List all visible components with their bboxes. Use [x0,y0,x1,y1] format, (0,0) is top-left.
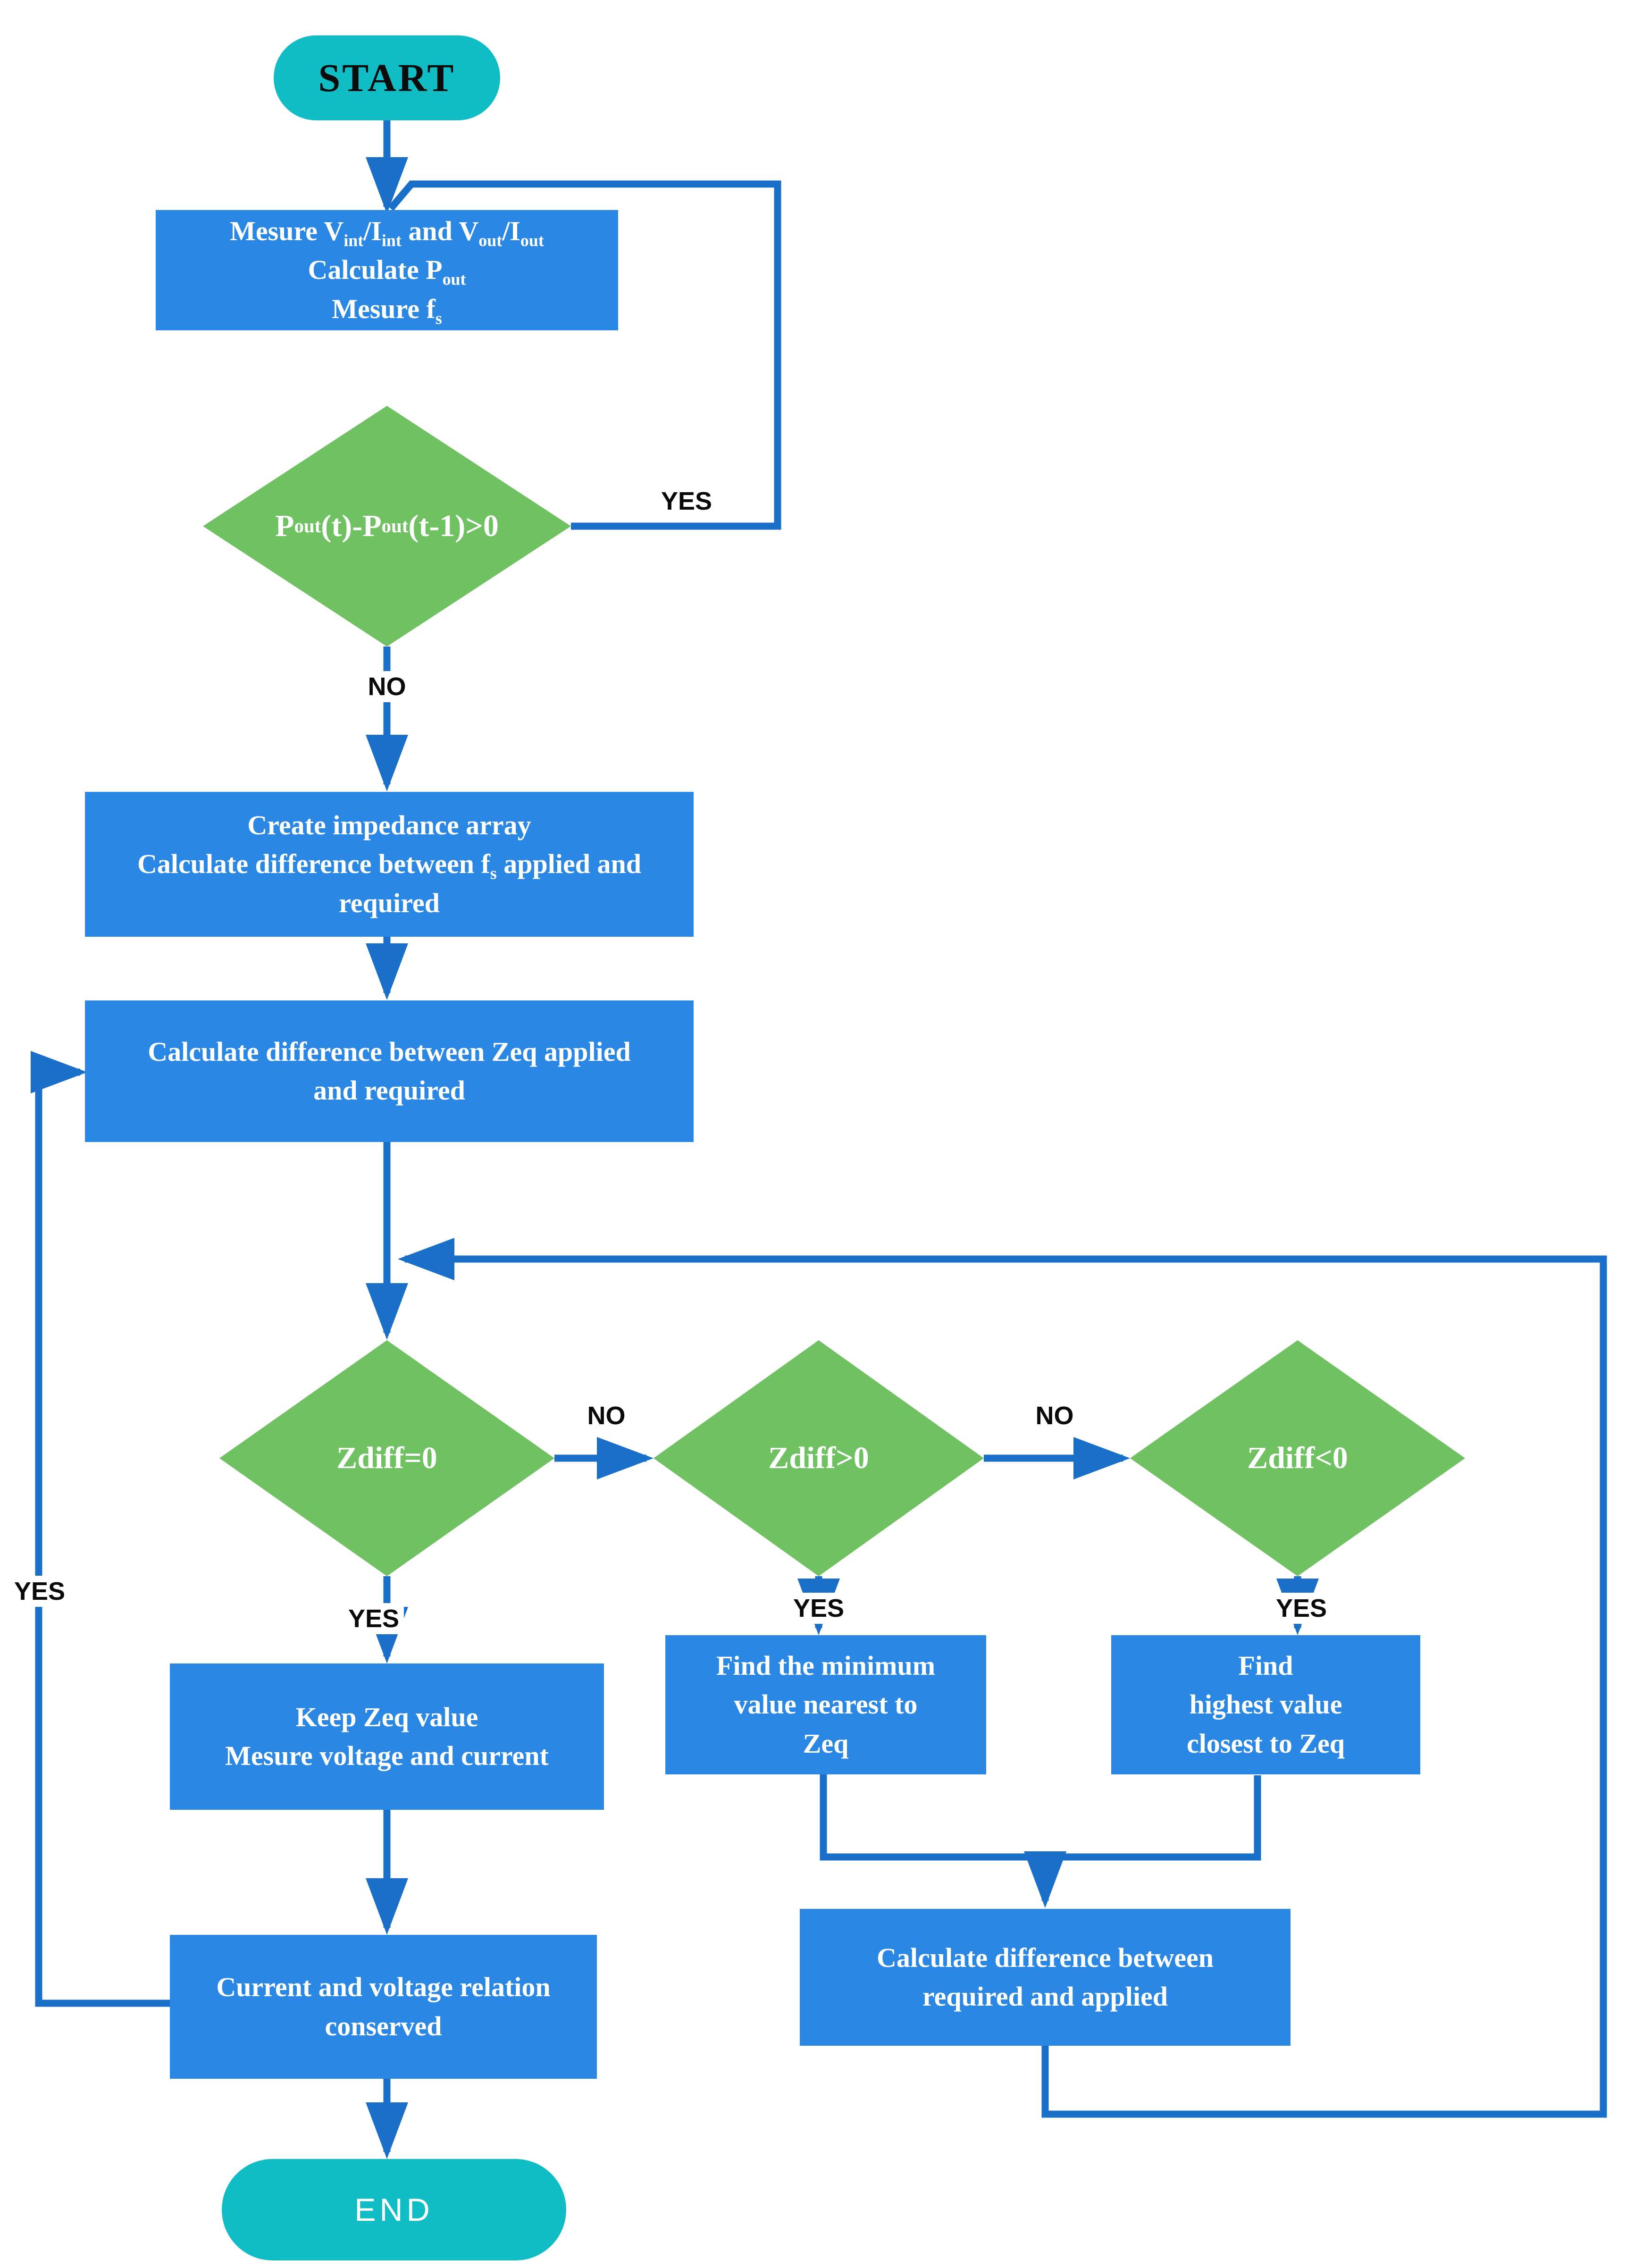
decision-zdiff-lt-label: Zdiff<0 [1247,1441,1348,1475]
process-keep-zeq-box [170,1663,604,1810]
edge-label-yes: YES [656,486,717,517]
text-line: Zeq [803,1728,849,1759]
process-zeq-difference-box [85,1000,694,1142]
text-line: highest value [1189,1689,1342,1720]
edge-label-yes: YES [9,1576,70,1607]
process-measure-box [156,210,618,330]
edge-label-no: NO [583,1400,630,1431]
edge-label-yes: YES [1271,1593,1332,1624]
edge-label-yes: YES [788,1593,849,1624]
process-find-highest-box [1111,1635,1420,1774]
edge-label-no: NO [1031,1400,1079,1431]
decision-zdiff-gt-label: Zdiff>0 [768,1441,869,1475]
text-line: conserved [325,2010,442,2041]
start-label: START [318,56,456,100]
text-line: required [339,887,440,918]
decision-zdiff-eq-label: Zdiff=0 [336,1441,437,1475]
text-line: Calculate difference between Zeq applied [148,1036,631,1067]
decision-zdiff-lt-diamond [1130,1340,1465,1576]
text-line: and required [313,1075,465,1106]
edge-find-merge [823,1774,1257,1857]
decision-power-diamond [203,406,571,647]
process-impedance-array-box [85,792,694,937]
edge-label-yes: YES [344,1603,404,1634]
process-calc-required-applied-box [800,1909,1291,2046]
end-label: END [354,2192,434,2228]
text-line: Keep Zeq value [295,1701,478,1732]
text-line: value nearest to [734,1689,918,1720]
text-line: Mesure $V_{int}/I_{int}$ and $V_{out}/I_{out}$ [230,215,544,250]
text-line: Calculate $P_{out}$ [308,254,466,289]
edge-conserved-yes-loop [39,1072,170,2003]
text-line: required and applied [922,1981,1168,2012]
text-line: Current and voltage relation [216,1972,551,2003]
edge-label-no: NO [363,671,411,702]
text-line: Mesure voltage and current [225,1740,549,1771]
text-line: Create impedance array [247,809,531,840]
decision-power-label: P out (t)-P out (t-1)>0 [275,509,499,543]
process-find-minimum-box [665,1635,986,1774]
decision-zdiff-eq-diamond [219,1340,554,1576]
end-terminator [222,2159,566,2260]
text-line: Calculate difference between [876,1942,1214,1973]
text-line: closest to Zeq [1186,1728,1345,1759]
text-line: Find [1238,1650,1293,1681]
decision-zdiff-gt-diamond [654,1340,984,1576]
text-line: Mesure $f_s$ [332,293,442,328]
process-conserved-box [170,1935,597,2079]
text-line: Find the minimum [716,1650,936,1681]
start-terminator [274,35,500,120]
text-line: Calculate difference between $f_s$ applied and [137,848,642,883]
